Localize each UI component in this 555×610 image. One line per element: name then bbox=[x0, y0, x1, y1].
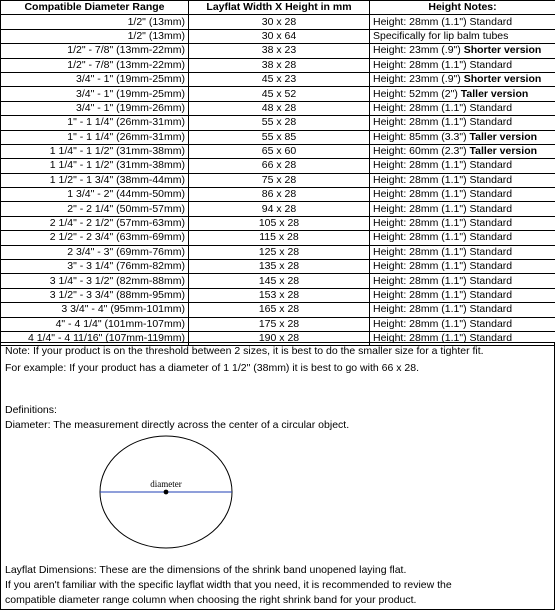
version-tag: Taller version bbox=[460, 87, 529, 100]
height-note-text: Height: 28mm (1.1") Standard bbox=[373, 58, 513, 71]
table-row bbox=[1, 72, 555, 86]
layflat-size-cell: 175 x 28 bbox=[189, 317, 370, 331]
height-note-cell bbox=[370, 245, 555, 259]
table-header-row bbox=[1, 1, 555, 15]
table-row bbox=[1, 202, 555, 216]
diameter-range-cell: 1/2" (13mm) bbox=[1, 15, 189, 29]
header-diameter-range: Compatible Diameter Range bbox=[1, 1, 189, 15]
height-note-cell bbox=[370, 144, 555, 158]
table-row bbox=[1, 101, 555, 115]
layflat-size-cell: 190 x 28 bbox=[189, 331, 370, 345]
diameter-range-cell: 3 3/4" - 4" (95mm-101mm) bbox=[1, 303, 189, 317]
height-note-text: Height: 28mm (1.1") Standard bbox=[373, 274, 513, 287]
height-note-text: Height: 28mm (1.1") Standard bbox=[373, 217, 513, 230]
height-note-cell bbox=[370, 288, 555, 302]
layflat-size-cell: 94 x 28 bbox=[189, 202, 370, 216]
advice-line-1: If you aren't familiar with the specific layflat width that you need, it is recommended to review the bbox=[5, 579, 452, 591]
table-row bbox=[1, 274, 555, 288]
layflat-size-cell: 65 x 60 bbox=[189, 144, 370, 158]
height-note-cell bbox=[370, 274, 555, 288]
diameter-range-cell: 2 1/4" - 2 1/2" (57mm-63mm) bbox=[1, 216, 189, 230]
height-note-text: Height: 28mm (1.1") Standard bbox=[373, 332, 513, 345]
diameter-range-cell: 3/4" - 1" (19mm-25mm) bbox=[1, 72, 189, 86]
diameter-range-cell: 2" - 2 1/4" (50mm-57mm) bbox=[1, 202, 189, 216]
definitions-heading: Definitions: bbox=[5, 404, 57, 416]
table-row bbox=[1, 116, 555, 130]
layflat-size-cell: 115 x 28 bbox=[189, 231, 370, 245]
height-note-cell bbox=[370, 231, 555, 245]
height-note-text: Height: 28mm (1.1") Standard bbox=[373, 173, 513, 186]
height-note-text: Height: 28mm (1.1") Standard bbox=[373, 303, 513, 316]
table-row bbox=[1, 130, 555, 144]
height-note-cell bbox=[370, 317, 555, 331]
table-row bbox=[1, 288, 555, 302]
diameter-range-cell: 2 3/4" - 3" (69mm-76mm) bbox=[1, 245, 189, 259]
height-note-cell bbox=[370, 101, 555, 115]
diameter-range-cell: 1" - 1 1/4" (26mm-31mm) bbox=[1, 130, 189, 144]
table-row bbox=[1, 44, 555, 58]
layflat-size-cell: 30 x 28 bbox=[189, 15, 370, 29]
table-row bbox=[1, 303, 555, 317]
version-tag: Shorter version bbox=[463, 44, 542, 57]
layflat-size-cell: 125 x 28 bbox=[189, 245, 370, 259]
layflat-size-cell: 55 x 85 bbox=[189, 130, 370, 144]
layflat-size-cell: 153 x 28 bbox=[189, 288, 370, 302]
height-note-cell bbox=[370, 58, 555, 72]
table-row bbox=[1, 173, 555, 187]
diameter-range-cell: 1/2" - 7/8" (13mm-22mm) bbox=[1, 44, 189, 58]
diameter-range-cell: 3/4" - 1" (19mm-25mm) bbox=[1, 87, 189, 101]
height-note-text: Height: 28mm (1.1") Standard bbox=[373, 202, 513, 215]
height-note-cell bbox=[370, 130, 555, 144]
table-body bbox=[1, 15, 555, 346]
height-note-text: Specifically for lip balm tubes bbox=[373, 29, 509, 42]
height-note-cell bbox=[370, 116, 555, 130]
center-point bbox=[164, 490, 169, 495]
height-note-text: Height: 28mm (1.1") Standard bbox=[373, 231, 513, 244]
diameter-range-cell: 1/2" - 7/8" (13mm-22mm) bbox=[1, 58, 189, 72]
layflat-size-cell: 45 x 23 bbox=[189, 72, 370, 86]
height-note-cell bbox=[370, 29, 555, 43]
height-note-cell bbox=[370, 159, 555, 173]
threshold-note: Note: If your product is on the threshold between 2 sizes, it is best to do the smaller size for a tighter fit. bbox=[5, 345, 484, 357]
height-note-text: Height: 28mm (1.1") Standard bbox=[373, 116, 513, 129]
height-note-cell bbox=[370, 260, 555, 274]
table-row bbox=[1, 144, 555, 158]
diameter-range-cell: 3" - 3 1/4" (76mm-82mm) bbox=[1, 260, 189, 274]
notes-section bbox=[0, 342, 555, 610]
height-note-text: Height: 60mm (2.3") bbox=[373, 145, 467, 158]
version-tag: Shorter version bbox=[463, 73, 542, 86]
layflat-size-cell: 75 x 28 bbox=[189, 173, 370, 187]
table-row bbox=[1, 29, 555, 43]
height-note-cell bbox=[370, 216, 555, 230]
header-layflat-size: Layflat Width X Height in mm bbox=[189, 1, 370, 15]
layflat-size-cell: 55 x 28 bbox=[189, 116, 370, 130]
height-note-cell bbox=[370, 188, 555, 202]
table-row bbox=[1, 245, 555, 259]
version-tag: Taller version bbox=[469, 145, 538, 158]
table-row bbox=[1, 15, 555, 29]
layflat-size-cell: 30 x 64 bbox=[189, 29, 370, 43]
diameter-range-cell: 1 3/4" - 2" (44mm-50mm) bbox=[1, 188, 189, 202]
height-note-text: Height: 23mm (.9") bbox=[373, 73, 461, 86]
version-tag: Taller version bbox=[469, 130, 538, 143]
diameter-range-cell: 3 1/2" - 3 3/4" (88mm-95mm) bbox=[1, 288, 189, 302]
layflat-size-cell: 38 x 23 bbox=[189, 44, 370, 58]
diameter-label: diameter bbox=[150, 479, 182, 489]
layflat-size-cell: 165 x 28 bbox=[189, 303, 370, 317]
header-height-notes: Height Notes: bbox=[370, 1, 555, 15]
height-note-text: Height: 28mm (1.1") Standard bbox=[373, 15, 513, 28]
diameter-range-cell: 4 1/4" - 4 11/16" (107mm-119mm) bbox=[1, 331, 189, 345]
diameter-range-cell: 1 1/4" - 1 1/2" (31mm-38mm) bbox=[1, 159, 189, 173]
layflat-size-cell: 86 x 28 bbox=[189, 188, 370, 202]
height-note-cell bbox=[370, 303, 555, 317]
table-row bbox=[1, 216, 555, 230]
table-row bbox=[1, 317, 555, 331]
layflat-size-cell: 48 x 28 bbox=[189, 101, 370, 115]
height-note-text: Height: 28mm (1.1") Standard bbox=[373, 101, 513, 114]
diameter-range-cell: 2 1/2" - 2 3/4" (63mm-69mm) bbox=[1, 231, 189, 245]
diameter-range-cell: 1 1/2" - 1 3/4" (38mm-44mm) bbox=[1, 173, 189, 187]
diameter-range-cell: 1" - 1 1/4" (26mm-31mm) bbox=[1, 116, 189, 130]
layflat-size-cell: 145 x 28 bbox=[189, 274, 370, 288]
diameter-range-cell: 1 1/4" - 1 1/2" (31mm-38mm) bbox=[1, 144, 189, 158]
example-note: For example: If your product has a diameter of 1 1/2" (38mm) it is best to go with 66 x 28. bbox=[5, 362, 420, 374]
diameter-range-cell: 3 1/4" - 3 1/2" (82mm-88mm) bbox=[1, 274, 189, 288]
height-note-cell bbox=[370, 173, 555, 187]
table-row bbox=[1, 188, 555, 202]
height-note-cell bbox=[370, 202, 555, 216]
height-note-cell bbox=[370, 44, 555, 58]
table-row bbox=[1, 231, 555, 245]
diameter-range-cell: 4" - 4 1/4" (101mm-107mm) bbox=[1, 317, 189, 331]
height-note-text: Height: 52mm (2") bbox=[373, 87, 458, 100]
height-note-cell bbox=[370, 15, 555, 29]
advice-line-2: compatible diameter range column when choosing the right shrink band for your product. bbox=[5, 594, 417, 606]
layflat-size-cell: 45 x 52 bbox=[189, 87, 370, 101]
height-note-text: Height: 28mm (1.1") Standard bbox=[373, 188, 513, 201]
height-note-text: Height: 28mm (1.1") Standard bbox=[373, 260, 513, 273]
diameter-range-cell: 3/4" - 1" (19mm-26mm) bbox=[1, 101, 189, 115]
height-note-text: Height: 23mm (.9") bbox=[373, 44, 461, 57]
height-note-cell bbox=[370, 87, 555, 101]
table-row bbox=[1, 87, 555, 101]
height-note-cell bbox=[370, 72, 555, 86]
diameter-diagram bbox=[96, 431, 236, 551]
diameter-range-cell: 1/2" (13mm) bbox=[1, 29, 189, 43]
layflat-size-cell: 38 x 28 bbox=[189, 58, 370, 72]
height-note-text: Height: 28mm (1.1") Standard bbox=[373, 245, 513, 258]
height-note-text: Height: 28mm (1.1") Standard bbox=[373, 159, 513, 172]
layflat-size-cell: 66 x 28 bbox=[189, 159, 370, 173]
height-note-text: Height: 28mm (1.1") Standard bbox=[373, 289, 513, 301]
height-note-text: Height: 28mm (1.1") Standard bbox=[373, 317, 513, 330]
layflat-definition: Layflat Dimensions: These are the dimensions of the shrink band unopened laying flat. bbox=[5, 564, 407, 576]
diameter-definition: Diameter: The measurement directly across the center of a circular object. bbox=[5, 419, 350, 431]
height-note-text: Height: 85mm (3.3") bbox=[373, 130, 467, 143]
table-row bbox=[1, 58, 555, 72]
table-row bbox=[1, 260, 555, 274]
layflat-size-cell: 105 x 28 bbox=[189, 216, 370, 230]
table-row bbox=[1, 159, 555, 173]
layflat-size-cell: 135 x 28 bbox=[189, 260, 370, 274]
